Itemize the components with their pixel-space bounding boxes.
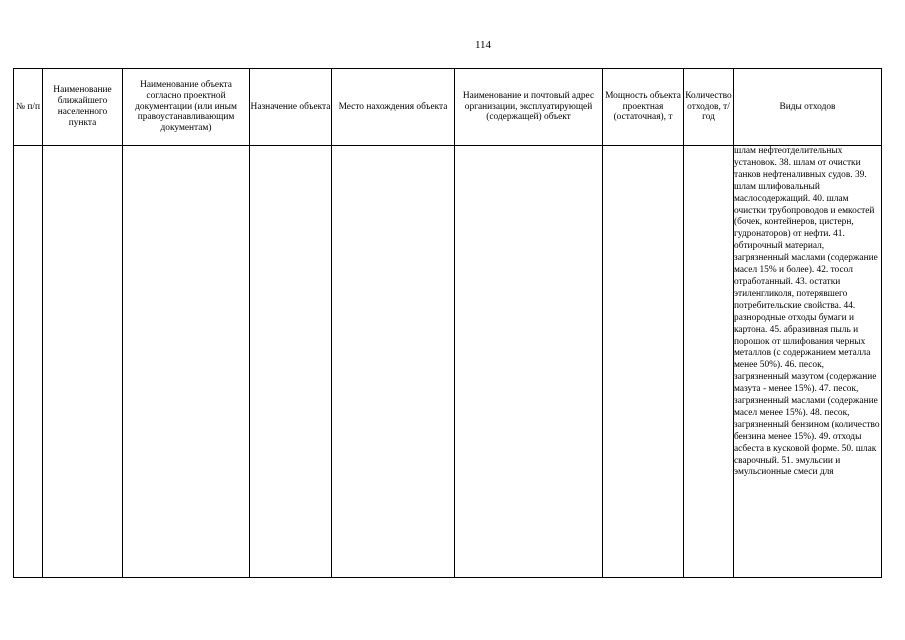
cell-operator-organization	[455, 146, 603, 578]
cell-nearest-settlement	[43, 146, 123, 578]
cell-object-capacity	[603, 146, 684, 578]
cell-waste-amount	[684, 146, 734, 578]
header-object-purpose: Назначение объекта	[250, 69, 332, 146]
page-number: 114	[474, 39, 492, 51]
table-header-row	[14, 69, 882, 146]
header-object-location: Место нахождения объекта	[332, 69, 455, 146]
cell-object-purpose	[250, 146, 332, 578]
header-object-name: Наименование объекта согласно проектной документации (или иным правоустанавливающим документам)	[123, 69, 250, 146]
cell-row-number	[14, 146, 43, 578]
header-object-capacity: Мощность объекта проектная (остаточная), т	[603, 69, 684, 146]
header-nearest-settlement: Наименование ближайшего населенного пункта	[43, 69, 123, 146]
cell-object-name	[123, 146, 250, 578]
header-waste-amount: Количество отходов, т/год	[684, 69, 734, 146]
header-waste-types: Виды отходов	[734, 69, 882, 146]
waste-facilities-table	[13, 68, 882, 578]
cell-object-location	[332, 146, 455, 578]
table-row	[14, 146, 882, 578]
cell-waste-types: шлам нефтеотделительных установок. 38. шлам от очистки танков нефтеналивных судов. 39. шлам шлифовальный маслосодержащий. 40. шлам очистки трубопроводов и емкостей (бочек, контейнеров, цистерн, гудронаторов) от нефти. 41. обтирочный материал, загрязненный маслами (содержание масел 15% и более). 42. тосол отработанный. 43. остатки этиленгликоля, потерявшего потребительские свойства. 44. разнородные отходы бумаги и картона. 45. абразивная пыль и порошок от шлифования черных металлов (с содержанием металла менее 50%). 46. песок, загрязненный мазутом (содержание мазута - менее 15%). 47. песок, загрязненный маслами (содержание масел менее 15%). 48. песок, загрязненный бензином (количество бензина менее 15%). 49. отходы асбеста в кусковой форме. 50. шлак сварочный. 51. эмульсии и эмульсионные смеси для	[734, 146, 882, 578]
header-row-number: № п/п	[14, 69, 43, 146]
header-operator-organization: Наименование и почтовый адрес организации, эксплуатирующей (содержащей) объект	[455, 69, 603, 146]
